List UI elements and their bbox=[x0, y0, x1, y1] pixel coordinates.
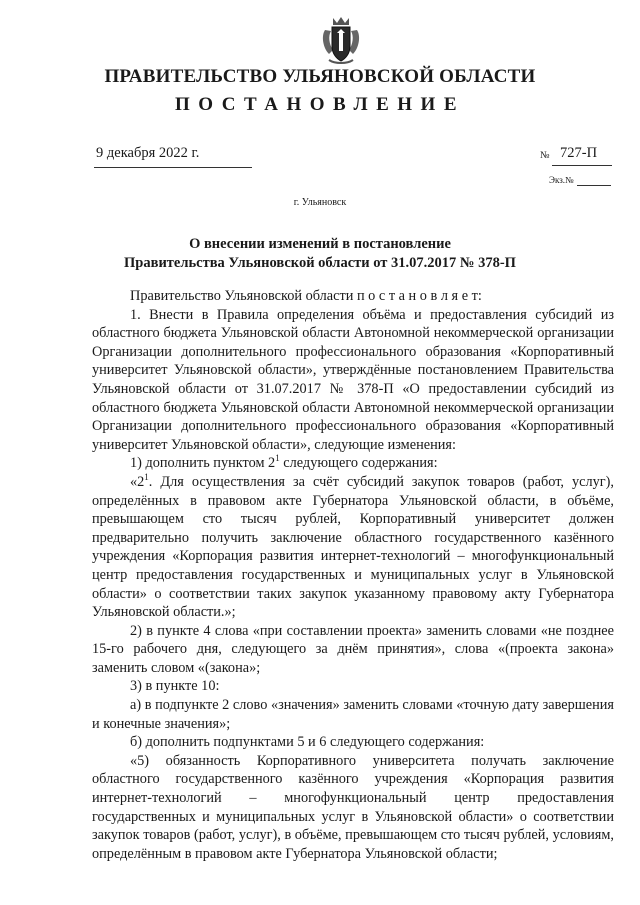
paragraph-subitem-3: 3) в пункте 10: bbox=[130, 678, 220, 695]
document-body bbox=[92, 287, 614, 863]
document-subject bbox=[60, 235, 580, 273]
new-clause-number: «2 bbox=[130, 473, 145, 490]
government-title: ПРАВИТЕЛЬСТВО УЛЬЯНОВСКОЙ ОБЛАСТИ bbox=[104, 66, 536, 87]
paragraph-preamble: Правительство Ульяновской области п о с т а н о в л я е т: bbox=[130, 288, 482, 304]
number-label: № bbox=[540, 150, 550, 161]
paragraph-clause-5: «5) обязанность Корпоративного университета получать заключение областного государственного казённого учреждения «Корпорация развития интернет-технологий – многофункциональный центр предоставления государственных и муниципальных услуг в Ульяновской области» о соответствии закупок товаров (работ, услуг), в объёме, превышающем сто тысяч рублей, условиям, определённым в правовом акте Губернатора Ульяновской области; bbox=[92, 752, 614, 862]
subject-line-1: О внесении изменений в постановление bbox=[189, 236, 451, 252]
new-clause-superscript: 1 bbox=[144, 472, 149, 483]
subitem-1-superscript: 1 bbox=[275, 453, 280, 464]
subject-line-2: Правительства Ульяновской области от 31.07.2017 № 378-П bbox=[124, 255, 516, 271]
coat-of-arms-icon bbox=[319, 14, 363, 66]
copy-number-underline bbox=[577, 185, 611, 186]
paragraph-subitem-3a: а) в подпункте 2 слово «значения» заменить словами «точную дату завершения и конечные значения»; bbox=[92, 697, 614, 732]
document-type: ПОСТАНОВЛЕНИЕ bbox=[174, 94, 466, 115]
paragraph-subitem-2: 2) в пункте 4 слова «при составлении проекта» заменить словами «не позднее 15-го рабочего дня, следующего за днём принятия», слова «(проекта закона» заменить словом «(закона»; bbox=[92, 622, 614, 676]
new-clause-text: . Для осуществления за счёт субсидий закупок товаров (работ, услуг), определённых в правовом акте Губернатора Ульяновской области, в объёме, превышающем сто тысяч рублей, Корпоративный университет должен предварительно получить заключение областного государственного казённого учреждения «Корпорация развития интернет-технологий – многофункциональный центр предоставления государственных и муниципальных услуг в Ульяновской области» о соответствии таких закупок указанному правовому акту Губернатора Ульяновской области.»; bbox=[92, 473, 614, 621]
document-number: 727-П bbox=[560, 145, 598, 161]
number-underline bbox=[552, 165, 612, 166]
subitem-1-tail: следующего содержания: bbox=[279, 455, 438, 472]
date-underline bbox=[94, 167, 252, 168]
document-date: 9 декабря 2022 г. bbox=[96, 145, 200, 161]
paragraph-subitem-3b: б) дополнить подпунктами 5 и 6 следующего содержания: bbox=[130, 734, 485, 751]
paragraph-subitem-1 bbox=[92, 454, 614, 473]
city-label: г. Ульяновск bbox=[293, 197, 347, 208]
paragraph-new-clause bbox=[92, 473, 614, 622]
subitem-1-text: 1) дополнить пунктом 2 bbox=[130, 455, 276, 472]
copy-number-label: Экз.№ bbox=[549, 175, 574, 185]
paragraph-item-1: 1. Внести в Правила определения объёма и предоставления субсидий из областного бюджета Ульяновской области Автономной некоммерческой организации Организации дополнительного профессионального образования «Корпоративный университет Ульяновской области», утверждённые постановлением Правительства Ульяновской области от 31.07.2017 № 378-П «О предоставлении субсидий из областного бюджета Ульяновской области Автономной некоммерческой организации Организации дополнительного профессионального образования «Корпоративный университет Ульяновской области», следующие изменения: bbox=[92, 306, 614, 453]
